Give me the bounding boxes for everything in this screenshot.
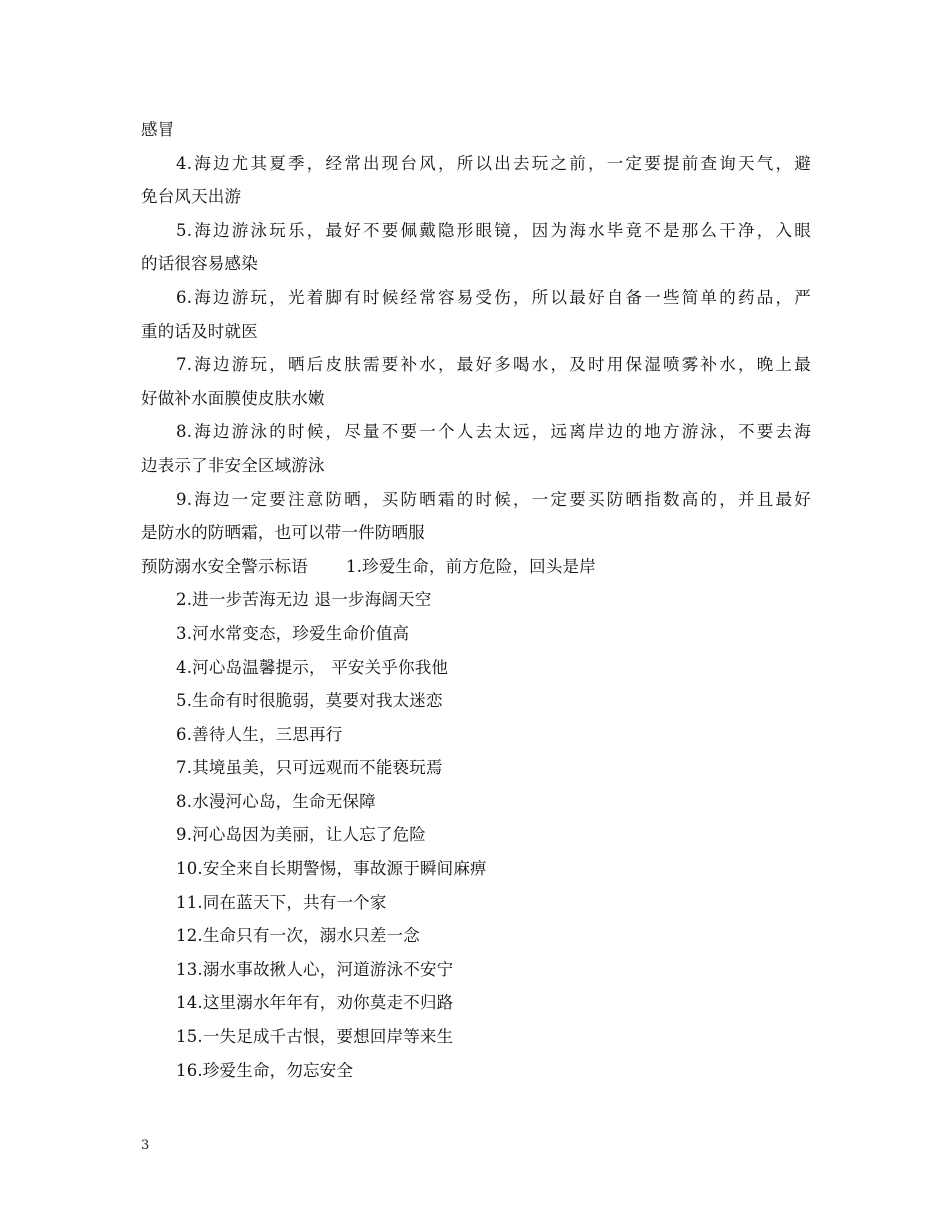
- slogan-item: 3.河水常变态，珍爱生命价值高: [176, 623, 410, 643]
- page-content: [141, 113, 811, 1087]
- slogan-item: 11.同在蓝天下，共有一个家: [176, 892, 387, 912]
- text-line: 9.海边一定要注意防晒，买防晒霜的时候，一定要买防晒指数高的，并且最好: [176, 489, 811, 509]
- text-line: 6.海边游玩，光着脚有时候经常容易受伤，所以最好自备一些简单的药品，严: [176, 287, 811, 307]
- text-line: 8.海边游泳的时候，尽量不要一个人去太远，远离岸边的地方游泳，不要去海: [176, 422, 811, 442]
- slogan-item: 12.生命只有一次，溺水只差一念: [176, 926, 420, 946]
- slogan-item: 14.这里溺水年年有，劝你莫走不归路: [176, 993, 454, 1013]
- text-line: 重的话及时就医: [141, 321, 258, 341]
- slogan-item: 8.水漫河心岛，生命无保障: [176, 791, 376, 811]
- text-line: 的话很容易感染: [141, 254, 258, 274]
- heading-gap: [308, 550, 346, 584]
- slogan-item: 13.溺水事故揪人心，河道游泳不安宁: [176, 959, 454, 979]
- slogan-item: 5.生命有时很脆弱，莫要对我太迷恋: [176, 691, 443, 711]
- slogan-item: 7.其境虽美，只可远观而不能亵玩焉: [176, 758, 443, 778]
- text-line: 4.海边尤其夏季，经常出现台风，所以出去玩之前，一定要提前查询天气，避: [176, 153, 811, 173]
- slogan-item: 1.珍爱生命，前方危险，回头是岸: [346, 556, 596, 576]
- slogan-item: 16.珍爱生命，勿忘安全: [176, 1060, 354, 1080]
- page-number: 3: [141, 1138, 150, 1153]
- text-line: 好做补水面膜使皮肤水嫩: [141, 388, 325, 408]
- slogan-item: 4.河心岛温馨提示， 平安关乎你我他: [176, 657, 449, 677]
- text-line: 感冒: [141, 120, 175, 139]
- text-line: 免台风天出游: [141, 187, 242, 207]
- slogan-item: 9.河心岛因为美丽，让人忘了危险: [176, 825, 426, 845]
- slogan-item: 2.进一步苦海无边 退一步海阔天空: [176, 590, 432, 610]
- safety-tips-list: [141, 113, 811, 550]
- slogan-item: 15.一失足成千古恨，要想回岸等来生: [176, 1027, 454, 1047]
- slogan-item: 6.善待人生，三思再行: [176, 724, 343, 744]
- text-line: 5.海边游泳玩乐，最好不要佩戴隐形眼镜，因为海水毕竟不是那么干净，入眼: [176, 220, 811, 240]
- text-line: 边表示了非安全区域游泳: [141, 455, 325, 475]
- text-line: 7.海边游玩，晒后皮肤需要补水，最好多喝水，及时用保湿喷雾补水，晚上最: [176, 355, 811, 375]
- text-line: 是防水的防晒霜，也可以带一件防晒服: [141, 523, 425, 543]
- section-heading: 预防溺水安全警示标语: [141, 556, 308, 576]
- slogan-heading-row: [141, 550, 811, 584]
- slogan-list: [141, 583, 811, 1087]
- slogan-item: 10.安全来自长期警惕，事故源于瞬间麻痹: [176, 859, 487, 879]
